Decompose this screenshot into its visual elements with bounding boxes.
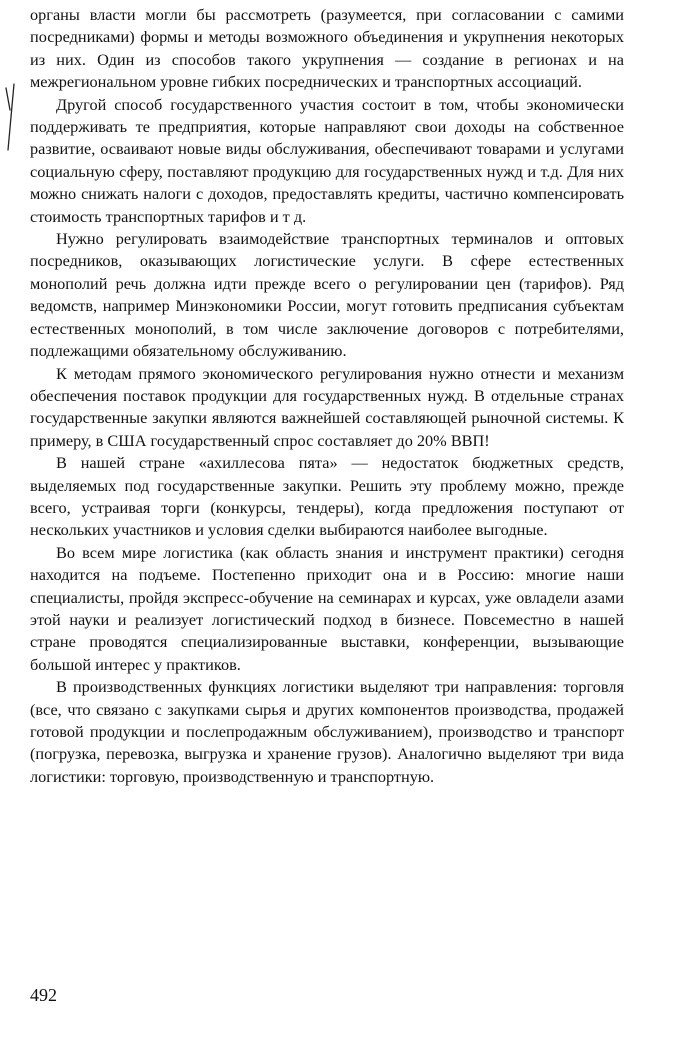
paragraph-regulation: Нужно регулировать взаимодействие транспортных терминалов и оптовых посредников, оказывающих логистические услуги. В сфере естественных монополий речь должна идти прежде всего о регулировании цен (тарифов). Ряд ведомств, например Минэкономики России, могут готовить предписания субъектам естественных монополий, в том числе заключение договоров с потребителями, подлежащими обязательному обслуживанию. (30, 229, 624, 361)
paragraph-continuation: органы власти могли бы рассмотреть (разумеется, при согласовании с самими посредниками) формы и методы возможного объединения и укрупнения некоторых из них. Один из способов такого укрупнения — создание в регионах и на межрегиональном уровне гибких посреднических и транспортных ассоциаций. (30, 5, 624, 92)
page-number: 492 (30, 985, 57, 1005)
document-page (30, 4, 624, 788)
paragraph-logistics-functions: В производственных функциях логистики выделяют три направления: торговля (все, что связано с закупками сырья и других компонентов производства, продажей готовой продукции и послепродажным обслуживанием), производство и транспорт (погрузка, перевозка, выгрузка и хранение грузов). Аналогично выделяют три вида логистики: торговую, производственную и транспортную. (30, 677, 624, 786)
paragraph-achilles-heel: В нашей стране «ахиллесова пята» — недостаток бюджетных средств, выделяемых под государственные закупки. Решить эту проблему можно, прежде всего, устраивая торги (конкурсы, тендеры), когда предложения поступают от нескольких участников и условия сделки выбираются наиболее выгодные. (30, 453, 624, 540)
paragraph-state-support: Другой способ государственного участия состоит в том, чтобы экономически поддерживать те предприятия, которые направляют свои доходы на собственное развитие, осваивают новые виды обслуживания, обеспечивают товарами и услугами социальную сферу, поставляют продукцию для государственных нужд и т.д. Для них можно снижать налоги с доходов, предоставлять кредиты, частично компенсировать стоимость транспортных тарифов и т д. (30, 94, 624, 226)
margin-pencil-mark-icon (0, 80, 24, 152)
paragraph-direct-methods: К методам прямого экономического регулирования нужно отнести и механизм обеспечения поставок продукции для государственных нужд. В отдельные странах государственные закупки являются важнейшей составляющей рыночной системы. К примеру, в США государственный спрос составляет до 20% ВВП! (30, 363, 624, 450)
paragraph-logistics-world: Во всем мире логистика (как область знания и инструмент практики) сегодня находится на подъеме. Постепенно приходит она и в Россию: многие наши специалисты, пройдя экспресс-обучение на семинарах и курсах, уже овладели азами этой науки и реализует логистический подход в бизнесе. Повсеместно в нашей стране проводятся специализированные выставки, конференции, вызывающие большой интерес у практиков. (30, 542, 624, 674)
